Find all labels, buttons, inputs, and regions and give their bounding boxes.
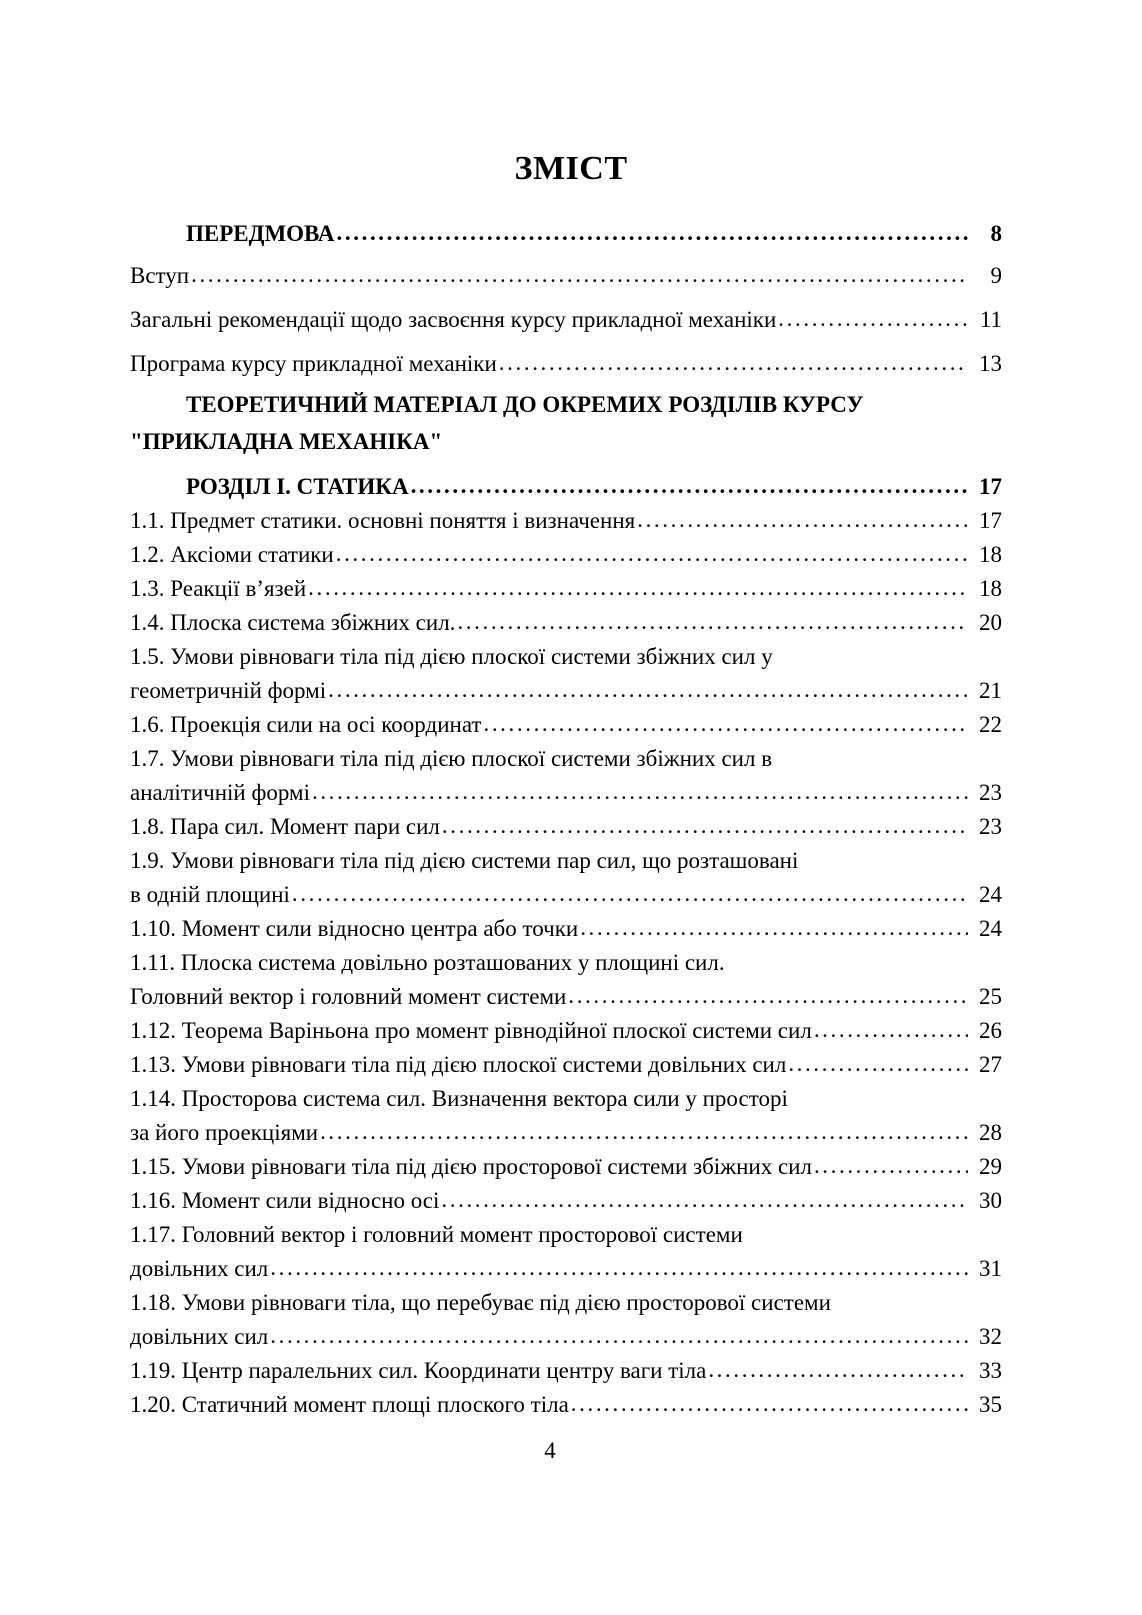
toc-entry-page: 27 — [979, 1052, 1002, 1077]
toc-entry-page: 33 — [979, 1358, 1002, 1383]
toc-entry-label-cont: Головний вектор і головний момент системи — [130, 984, 567, 1009]
toc-entry-label: 1.20. Статичний момент площі плоского тіла — [130, 1392, 569, 1417]
dot-leader — [483, 707, 968, 741]
toc-entry-page: 28 — [979, 1120, 1002, 1145]
toc-entry-label: 1.14. Просторова система сил. Визначення вектора сили у просторі — [130, 1086, 788, 1111]
toc-entry[interactable] — [130, 1286, 1002, 1354]
toc-entry[interactable] — [130, 946, 1002, 1014]
toc-entry-label: 1.17. Головний вектор і головний момент просторової системи — [130, 1222, 743, 1247]
dot-leader — [336, 537, 968, 571]
toc-entry[interactable] — [130, 1082, 1002, 1150]
dot-leader — [708, 1353, 968, 1387]
toc-entry[interactable] — [130, 572, 1002, 606]
toc-entry-page: 9 — [990, 263, 1002, 288]
toc-entry[interactable] — [130, 1218, 1002, 1286]
toc-entry-vstup[interactable] — [130, 254, 1002, 298]
toc-entry-label: 1.11. Плоска система довільно розташованих у площині сил. — [130, 950, 725, 975]
toc-entry-label: 1.7. Умови рівноваги тіла під дією плоскої системи збіжних сил в — [130, 746, 773, 771]
dot-leader — [814, 1013, 968, 1047]
toc-entry-page: 24 — [979, 882, 1002, 907]
toc-entry-label: 1.16. Момент сили відносно осі — [130, 1188, 440, 1213]
page-title: ЗМІСТ — [514, 150, 628, 187]
toc-entry-label: 1.4. Плоска система збіжних сил. — [130, 610, 456, 635]
toc-entry-page: 13 — [979, 351, 1002, 376]
toc-entry-label: Програма курсу прикладної механіки — [130, 351, 497, 376]
dot-leader — [637, 503, 968, 537]
toc-part-heading-line1: ТЕОРЕТИЧНИЙ МАТЕРІАЛ ДО ОКРЕМИХ РОЗДІЛІВ КУРСУ — [186, 392, 864, 417]
dot-leader — [499, 341, 968, 385]
toc-entry-page: 35 — [979, 1392, 1002, 1417]
toc-entry[interactable] — [130, 1388, 1002, 1422]
toc-entry-page: 18 — [979, 576, 1002, 601]
toc-entry-label-cont: геометричній формі — [130, 678, 327, 703]
toc-entry-label: 1.8. Пара сил. Момент пари сил — [130, 814, 440, 839]
toc-section-heading-statics[interactable] — [130, 470, 1002, 504]
toc-entry-page: 8 — [990, 221, 1002, 246]
toc-entry-peredmova[interactable] — [130, 214, 1002, 254]
toc-part-heading-line2: "ПРИКЛАДНА МЕХАНІКА" — [130, 429, 443, 454]
toc-entry-label: 1.15. Умови рівноваги тіла під дією просторової системи збіжних сил — [130, 1154, 812, 1179]
toc-entry[interactable] — [130, 1014, 1002, 1048]
toc-entry-page: 30 — [979, 1188, 1002, 1213]
toc-entry-zagalni-rekomendacii[interactable] — [130, 298, 1002, 342]
toc-entry-page: 31 — [979, 1256, 1002, 1281]
toc-entry-label: 1.18. Умови рівноваги тіла, що перебуває під дією просторової системи — [130, 1290, 831, 1315]
toc-entry-label: 1.3. Реакції в’язей — [130, 576, 307, 601]
dot-leader — [270, 1319, 968, 1353]
toc-entry-page: 17 — [979, 474, 1002, 499]
toc-entry[interactable] — [130, 844, 1002, 912]
toc-entry-page: 21 — [979, 678, 1002, 703]
toc-entry[interactable] — [130, 640, 1002, 708]
toc-entry-label: 1.19. Центр паралельних сил. Координати центру ваги тіла — [130, 1358, 707, 1383]
toc-entry-label: 1.5. Умови рівноваги тіла під дією плоскої системи збіжних сил у — [130, 644, 773, 669]
dot-leader — [778, 297, 968, 341]
dot-leader — [292, 877, 968, 911]
toc-entry-label-cont: аналітичній формі — [130, 780, 310, 805]
toc-entry[interactable] — [130, 1354, 1002, 1388]
page-folio-number: 4 — [544, 1438, 556, 1463]
dot-leader — [411, 469, 968, 503]
toc-entry[interactable] — [130, 1184, 1002, 1218]
toc-entry-page: 26 — [979, 1018, 1002, 1043]
dot-leader — [308, 571, 968, 605]
toc-part-heading — [130, 386, 1002, 460]
toc-entry-label: 1.13. Умови рівноваги тіла під дією плоскої системи довільних сил — [130, 1052, 787, 1077]
dot-leader — [442, 809, 968, 843]
toc-entry-page: 23 — [979, 780, 1002, 805]
toc-entry-label: 1.12. Теорема Варіньона про момент рівнодійної плоскої системи сил — [130, 1018, 812, 1043]
toc-entry-label: 1.6. Проекція сили на осі координат — [130, 712, 482, 737]
toc-entry-label: 1.9. Умови рівноваги тіла під дією системи пар сил, що розташовані — [130, 848, 799, 873]
toc-entry-label: ПЕРЕДМОВА — [186, 221, 335, 246]
toc-entry-label: Вступ — [130, 263, 190, 288]
toc-entry[interactable] — [130, 1048, 1002, 1082]
toc-entry[interactable] — [130, 810, 1002, 844]
toc-entry[interactable] — [130, 912, 1002, 946]
dot-leader — [312, 775, 968, 809]
toc-entry-label-cont: довільних сил — [130, 1324, 269, 1349]
dot-leader — [328, 673, 968, 707]
toc-entry[interactable] — [130, 708, 1002, 742]
dot-leader — [580, 911, 968, 945]
dot-leader — [788, 1047, 968, 1081]
dot-leader — [457, 605, 968, 639]
dot-leader — [568, 979, 968, 1013]
toc-entry-page: 24 — [979, 916, 1002, 941]
toc-entry-label-cont: за його проекціями — [130, 1120, 319, 1145]
toc-entry-page: 29 — [979, 1154, 1002, 1179]
dot-leader — [191, 253, 968, 297]
toc-entry-label-cont: в одній площині — [130, 882, 290, 907]
dot-leader — [337, 213, 968, 253]
toc-entry[interactable] — [130, 742, 1002, 810]
toc-entries-container — [130, 504, 1002, 1422]
toc-entry-page: 20 — [979, 610, 1002, 635]
toc-entry-programa-kursu[interactable] — [130, 342, 1002, 386]
dot-leader — [441, 1183, 968, 1217]
toc-entry[interactable] — [130, 1150, 1002, 1184]
toc-entry-page: 23 — [979, 814, 1002, 839]
toc-entry-label: 1.1. Предмет статики. основні поняття і визначення — [130, 508, 636, 533]
dot-leader — [814, 1149, 968, 1183]
toc-entry-label: Загальні рекомендації щодо засвоєння курсу прикладної механіки — [130, 307, 777, 332]
toc-entry-page: 18 — [979, 542, 1002, 567]
toc-entry-label: РОЗДІЛ I. СТАТИКА — [186, 474, 409, 499]
dot-leader — [571, 1387, 968, 1421]
toc-entry[interactable] — [130, 504, 1002, 538]
toc-entry[interactable] — [130, 606, 1002, 640]
toc-entry-page: 17 — [979, 508, 1002, 533]
toc-entry[interactable] — [130, 538, 1002, 572]
toc-entry-label-cont: довільних сил — [130, 1256, 269, 1281]
toc-entry-page: 11 — [979, 307, 1002, 332]
toc-entry-page: 22 — [979, 712, 1002, 737]
toc-entry-page: 32 — [979, 1324, 1002, 1349]
dot-leader — [270, 1251, 968, 1285]
toc-entry-label: 1.2. Аксіоми статики — [130, 542, 334, 567]
toc-list — [130, 214, 1002, 1422]
dot-leader — [320, 1115, 968, 1149]
toc-entry-label: 1.10. Момент сили відносно центра або точки — [130, 916, 579, 941]
toc-entry-page: 25 — [979, 984, 1002, 1009]
